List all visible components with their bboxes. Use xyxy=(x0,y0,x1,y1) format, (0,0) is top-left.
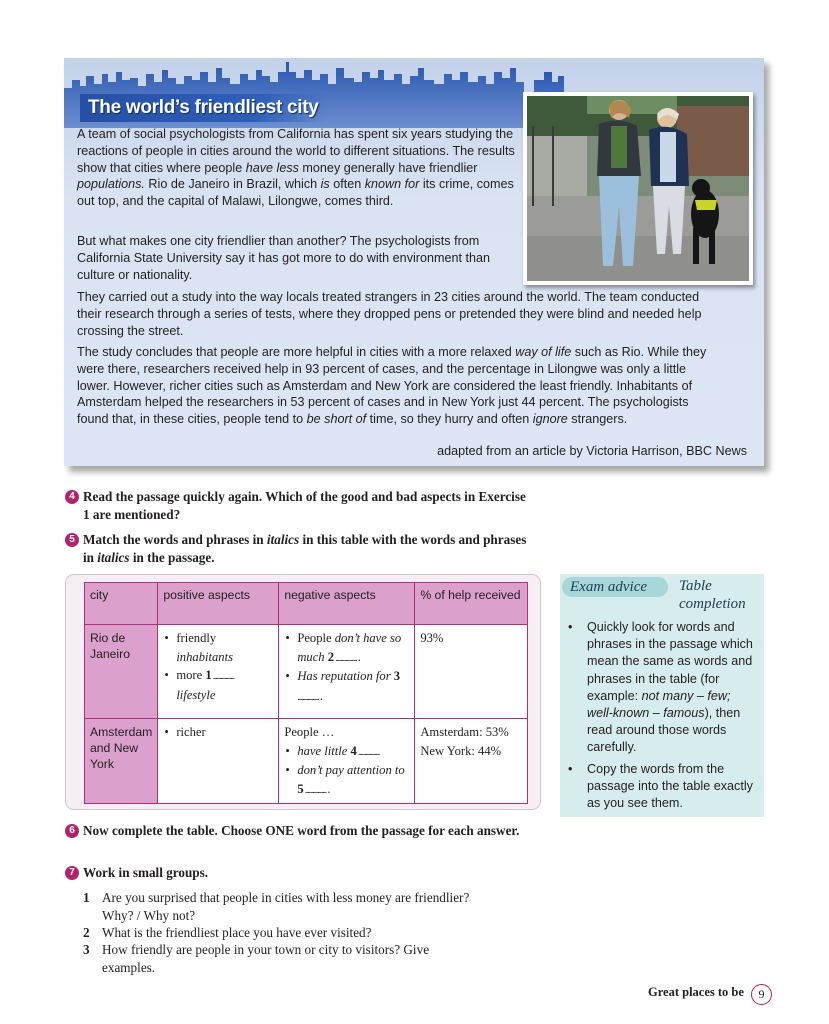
gap-number: 3 xyxy=(393,669,401,683)
text-run: Copy the words from the passage into the table exactly as you see them. xyxy=(587,762,753,811)
table-bullet xyxy=(163,723,273,742)
answer-gap: ................. xyxy=(297,691,320,702)
text-run: Read the passage quickly again. Which of the good and bad aspects in Exercise 1 are mentioned? xyxy=(83,489,526,522)
table-cell-negative xyxy=(279,625,415,719)
question-number: 3 xyxy=(83,942,90,957)
text-run: in this table with the words and phrases in xyxy=(83,532,527,565)
text-run: in the passage. xyxy=(129,549,215,565)
text-run: People xyxy=(297,631,335,645)
text-run: often xyxy=(329,177,365,192)
table-cell-positive xyxy=(158,719,279,804)
text-run: friendly xyxy=(176,631,217,645)
page-number: 9 xyxy=(751,984,772,1005)
italic-phrase: populations. xyxy=(77,177,145,192)
table-cell-negative xyxy=(279,719,415,804)
question-text: Are you surprised that people in cities with less money are friendlier? Why? / Why not? xyxy=(102,890,470,923)
italic-phrase: way of life xyxy=(515,345,572,359)
photo-illustration xyxy=(527,96,749,281)
text-run: The study concludes that people are more helpful in cities with a more relaxed xyxy=(77,345,516,359)
italic-phrase: have less xyxy=(245,160,299,175)
table-bullet-gap-5[interactable] xyxy=(284,761,409,799)
question-text: How friendly are people in your town or city to visitors? Give examples. xyxy=(102,942,430,975)
article-paragraph-4 xyxy=(77,344,717,428)
text-run: strangers. xyxy=(567,412,628,427)
answer-gap: ................. xyxy=(356,746,380,757)
table-bullet-gap-1[interactable] xyxy=(163,666,273,704)
table-header-positive: positive aspects xyxy=(158,583,279,625)
text-run: Now complete the table. Choose ONE word from the passage for each answer. xyxy=(83,823,520,838)
article-paragraph-1 xyxy=(77,126,517,210)
exercise-instruction xyxy=(83,531,535,566)
table-cell-city: Rio de Janeiro xyxy=(85,625,158,719)
table-negative-intro: People … xyxy=(284,725,335,739)
table-help-value: 93% xyxy=(420,631,444,645)
article-credit: adapted from an article by Victoria Harrison, BBC News xyxy=(437,444,747,458)
italic-phrase: inhabitants xyxy=(176,649,233,664)
table-header-row xyxy=(85,583,528,625)
gap-number: 4 xyxy=(350,743,357,758)
text-run: Work in small groups. xyxy=(83,865,209,880)
text-run: A team of social psychologists from California has spent six years studying the reactions of people in cities around the world to different situations. The results show that cities where people xyxy=(77,127,515,175)
table-help-value: Amsterdam: 53% xyxy=(420,725,509,739)
question-number: 1 xyxy=(83,890,90,905)
table-bullet xyxy=(163,629,273,666)
text-run: . xyxy=(327,781,331,796)
question-number: 2 xyxy=(83,925,90,940)
exercise-instruction xyxy=(83,488,535,523)
italic-phrase: not many – few; well-known – famous xyxy=(587,688,731,721)
exercise-number-badge: 6 xyxy=(65,824,79,838)
table-bullet-gap-3[interactable] xyxy=(284,667,409,706)
two-women-with-guide-dog-photo xyxy=(523,92,753,285)
text-run: They carried out a study into the way locals treated strangers in 23 cities around the world. The team conducted their research through a series of tests, where they dropped pens or pretended they were blind and needed help crossing the street. xyxy=(77,290,702,338)
table-cell-city: Amsterdam and New York xyxy=(85,719,158,804)
completion-table-card xyxy=(65,574,541,810)
text-run: richer xyxy=(176,725,206,739)
reading-panel xyxy=(64,58,764,466)
advice-item xyxy=(565,761,755,813)
text-run: Match the words and phrases in xyxy=(83,532,267,547)
gap-number: 5 xyxy=(297,781,304,796)
text-run: such as Rio. While they were there, researchers received help in 93 percent of cases, and the percentage in Lilongwe was only a little lower. However, richer cities such as Amsterdam and New York are considered the least friendly. Inhabitants of Amsterdam helped the researchers in 53 percent of cases and in New York just 44 percent. The psychologists found that, in these cities, people tend to xyxy=(77,345,707,427)
table-bullet-gap-4[interactable] xyxy=(284,742,409,762)
italic-phrase: lifestyle xyxy=(176,687,216,702)
exam-advice-title: Table completion xyxy=(679,578,746,612)
table-cell-help xyxy=(415,719,528,804)
italic-phrase: have little xyxy=(297,743,348,758)
exercise-instruction xyxy=(83,822,519,840)
italic-phrase: italics xyxy=(97,549,130,565)
text-run: its crime, comes out top, and the capital of Malawi, Lilongwe, comes third. xyxy=(77,177,514,209)
exercise-number-badge: 7 xyxy=(65,866,79,880)
completion-table xyxy=(84,582,528,804)
text-run: . xyxy=(357,649,361,664)
text-run: more xyxy=(176,668,206,682)
table-header-city: city xyxy=(85,583,158,625)
italic-phrase: don’t pay attention to xyxy=(297,763,405,777)
exercise-number-badge: 5 xyxy=(65,533,79,547)
gap-number: 2 xyxy=(327,649,335,664)
advice-item xyxy=(565,619,755,757)
exam-advice-box xyxy=(560,574,764,817)
italic-phrase: be short of xyxy=(306,412,367,427)
article-paragraph-3 xyxy=(77,289,707,339)
article-title: The world’s friendliest city xyxy=(80,94,327,122)
italic-phrase: known for xyxy=(364,177,420,192)
answer-gap: ................. xyxy=(211,671,235,681)
footer-section-title: Great places to be xyxy=(648,985,744,999)
italic-phrase: Has reputation for xyxy=(297,669,391,683)
exercise-number-badge: 4 xyxy=(65,490,79,504)
italic-phrase: don’t have so much xyxy=(297,631,402,664)
table-row xyxy=(85,719,528,804)
italic-phrase: italics xyxy=(266,532,300,547)
table-header-negative: negative aspects xyxy=(279,583,415,625)
table-cell-help xyxy=(415,625,528,719)
table-cell-positive xyxy=(158,625,279,719)
exam-advice-label: Exam advice xyxy=(562,577,668,597)
answer-gap: ................. xyxy=(303,784,328,795)
text-run: ), then read around those words carefully. xyxy=(587,706,741,755)
table-bullet-gap-2[interactable] xyxy=(284,629,409,667)
answer-gap: ................. xyxy=(334,652,358,663)
italic-phrase: ignore xyxy=(532,412,568,427)
exercise-instruction xyxy=(83,864,208,882)
text-run: Quickly look for words and phrases in the passage which mean the same as words and phrases in the table (for example: xyxy=(587,620,753,703)
italic-phrase: is xyxy=(320,177,330,192)
table-row xyxy=(85,625,528,719)
text-run: Rio de Janeiro in Brazil, which xyxy=(144,177,321,192)
table-help-value: New York: 44% xyxy=(420,743,502,758)
article-paragraph-2 xyxy=(77,233,517,283)
table-header-help: % of help received xyxy=(415,583,528,625)
text-run: time, so they hurry and often xyxy=(366,412,533,427)
gap-number: 1 xyxy=(205,668,212,682)
question-text: What is the friendliest place you have ever visited? xyxy=(102,925,372,940)
text-run: money generally have friendlier xyxy=(298,160,478,175)
text-run: But what makes one city friendlier than another? The psychologists from California State University say it has got more to do with environment than culture or nationality. xyxy=(77,234,490,282)
text-run: . xyxy=(319,688,323,703)
